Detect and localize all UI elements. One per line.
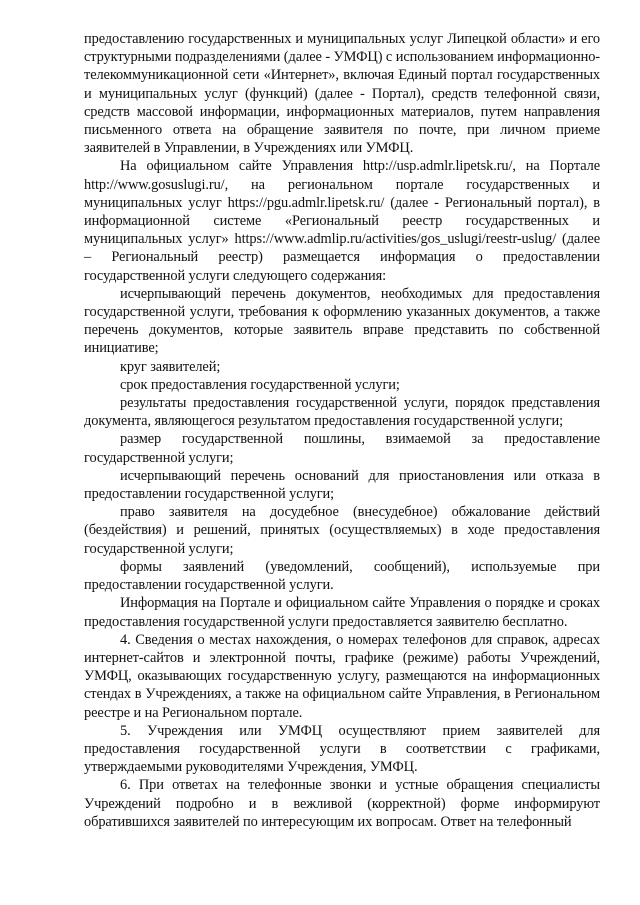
paragraph-section-4: 4. Сведения о местах нахождения, о номерах телефонов для справок, адресах интернет-сайтов и электронной почты, графике (режиме) работы Учреждений, УМФЦ, оказывающих государственную услугу, размещаются на информационных стендах в Учреждениях, а также на официальном сайте Управления, в Региональном реестре и на Региональном портале. [84, 631, 600, 721]
list-item-term: срок предоставления государственной услуги; [120, 376, 400, 393]
paragraph-section-5: 5. Учреждения или УМФЦ осуществляют прием заявителей для предоставления государственной услуги в соответствии с графиками, утверждаемыми руководителями Учреждения, УМФЦ. [84, 722, 600, 776]
list-item-refusal-grounds: исчерпывающий перечень оснований для приостановления или отказа в предоставлении государственной услуги; [84, 467, 600, 503]
paragraph-free-info: Информация на Портале и официальном сайте Управления о порядке и сроках предоставления государственной услуги предоставляется заявителю бесплатно. [84, 595, 600, 630]
list-item-applicants: круг заявителей; [120, 358, 221, 375]
list-item-appeal-right: право заявителя на досудебное (внесудебное) обжалование действий (бездействия) и решений, принятых (осуществляемых) в ходе предоставления государственной услуги; [84, 504, 600, 557]
paragraph-section-6: 6. При ответах на телефонные звонки и устные обращения специалисты Учреждений подробно и в вежливой (корректной) форме информируют обратившихся заявителей по интересующим их вопросам. Ответ на телефонный [84, 777, 600, 830]
list-item-documents: исчерпывающий перечень документов, необходимых для предоставления государственной услуги, требования к оформлению указанных документов, а также перечень документов, которые заявитель вправе представить по собственной инициативе; [84, 285, 600, 357]
paragraph-continuation: предоставлению государственных и муниципальных услуг Липецкой области» и его структурными подразделениями (далее - УМФЦ) с использованием информационно-телекоммуникационной сети «Интернет», включая Единый портал государственных и муниципальных услуг (функций) (далее - Портал), средств телефонной связи, средств массовой информации, информационных материалов, путем направления письменного ответа на обращение заявителя по почте, при личном приеме заявителей в Управлении, в Учреждениях или УМФЦ. [84, 31, 600, 157]
paragraph-info-sources: На официальном сайте Управления http://usp.admlr.lipetsk.ru/, на Портале http://www.gosuslugi.ru/, на региональном портале государственных и муниципальных услуг https://pgu.admlr.lipetsk.ru/ (далее - Региональный портал), в информационной системе «Региональный реестр государственных и муниципальных услуг» https://www.admlip.ru/activities/gos_uslugi/reestr-uslug/ (далее – Региональный реестр) размещается информация о предоставлении государственной услуги следующего содержания: [84, 158, 600, 284]
list-item-results: результаты предоставления государственной услуги, порядок представления документа, являющегося результатом предоставления государственной услуги; [84, 395, 600, 430]
document-page [84, 30, 600, 831]
list-item-forms: формы заявлений (уведомлений, сообщений), используемые при предоставлении государственной услуги. [84, 558, 600, 594]
list-item-duty: размер государственной пошлины, взимаемой за предоставление государственной услуги; [84, 431, 600, 466]
